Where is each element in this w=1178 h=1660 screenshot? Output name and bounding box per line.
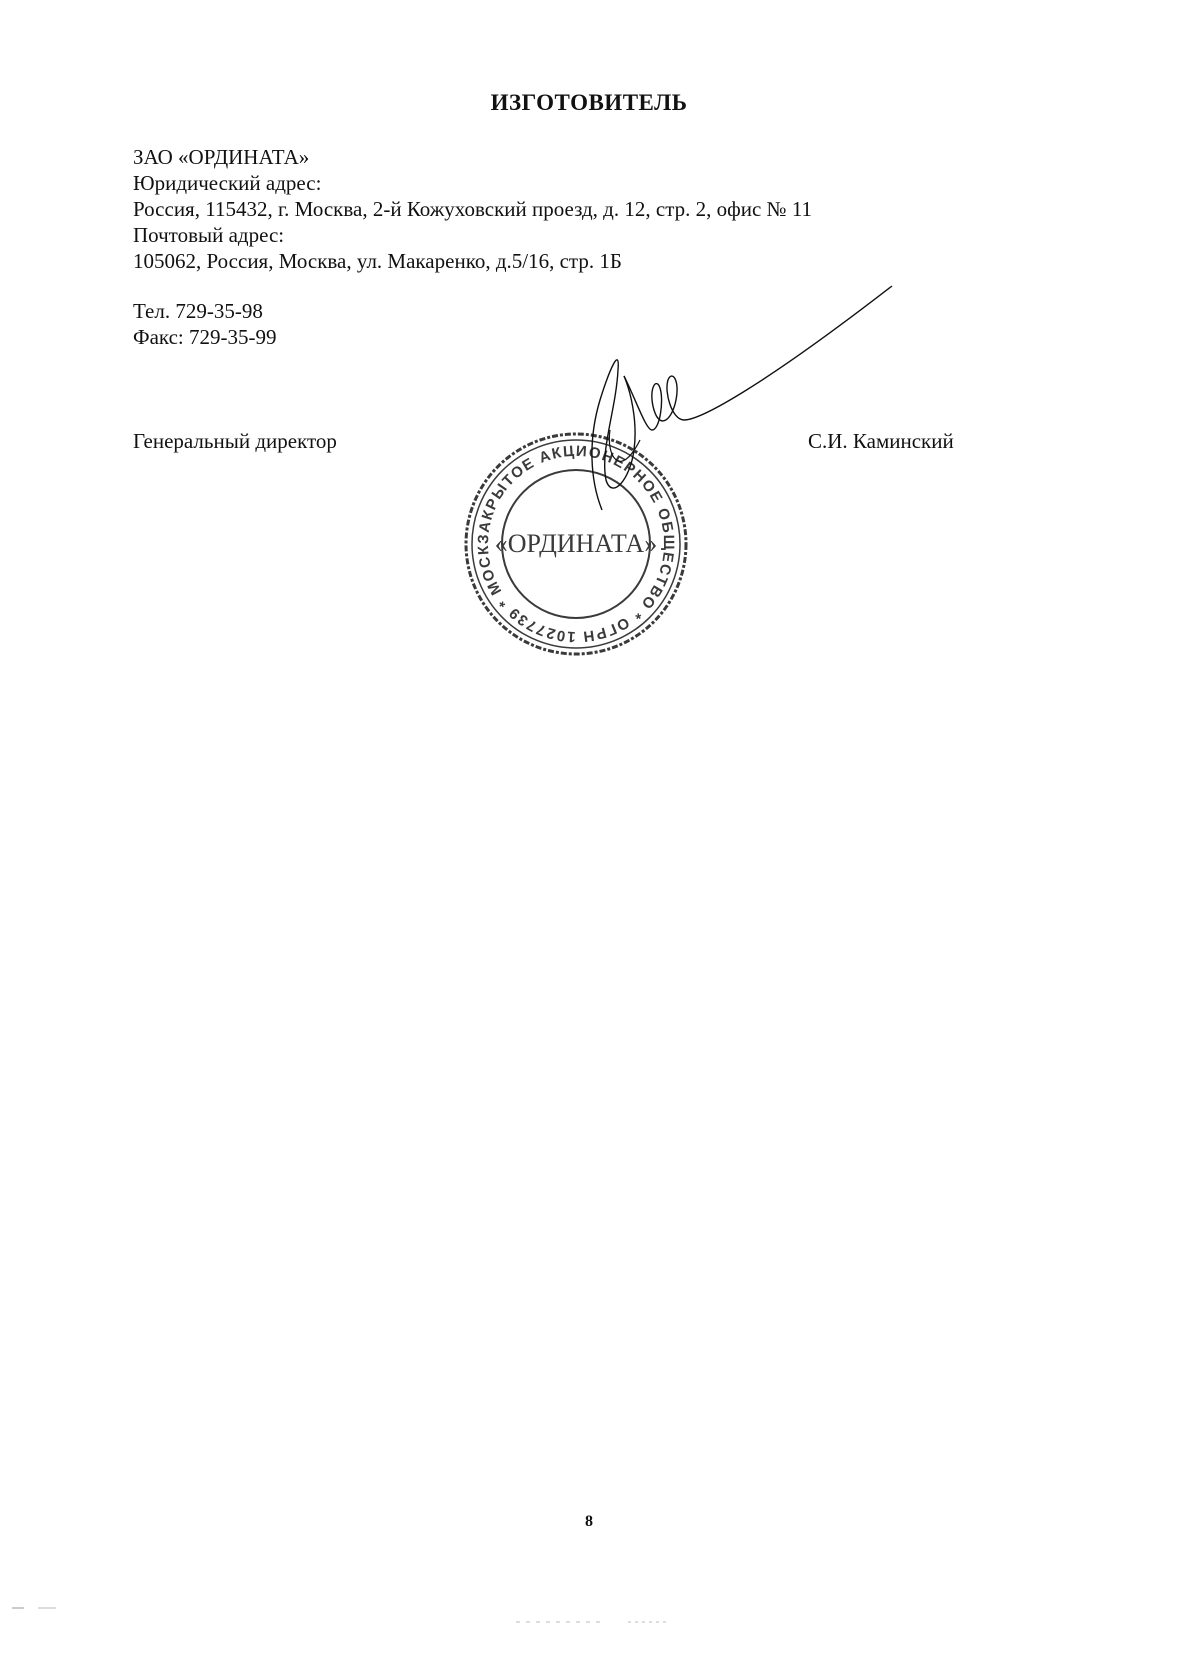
signatory-name: С.И. Каминский bbox=[808, 429, 954, 453]
fax-number: Факс: 729-35-99 bbox=[133, 325, 277, 349]
signatory-position: Генеральный директор bbox=[133, 429, 337, 453]
handwritten-signature bbox=[560, 280, 900, 520]
contacts-block bbox=[133, 298, 276, 350]
phone-number: Тел. 729-35-98 bbox=[133, 299, 263, 323]
document-title: ИЗГОТОВИТЕЛЬ bbox=[490, 90, 688, 115]
page-number: 8 bbox=[585, 1513, 593, 1530]
legal-address-label: Юридический адрес: bbox=[133, 171, 322, 195]
postal-address: 105062, Россия, Москва, ул. Макаренко, д.5/16, стр. 1Б bbox=[133, 249, 622, 273]
postal-address-label: Почтовый адрес: bbox=[133, 223, 285, 247]
signature-graphic bbox=[560, 280, 900, 520]
seal-ring-text: ЗАКРЫТОЕ АКЦИОНЕРНОЕ ОБЩЕСТВО * ОГРН 1027739 * МОСК bbox=[474, 442, 678, 646]
legal-address: Россия, 115432, г. Москва, 2-й Кожуховский проезд, д. 12, стр. 2, офис № 11 bbox=[133, 197, 813, 221]
organization-block bbox=[133, 144, 812, 274]
organization-name: ЗАО «ОРДИНАТА» bbox=[133, 145, 310, 169]
seal-center-text: «ОРДИНАТА» bbox=[494, 529, 658, 558]
